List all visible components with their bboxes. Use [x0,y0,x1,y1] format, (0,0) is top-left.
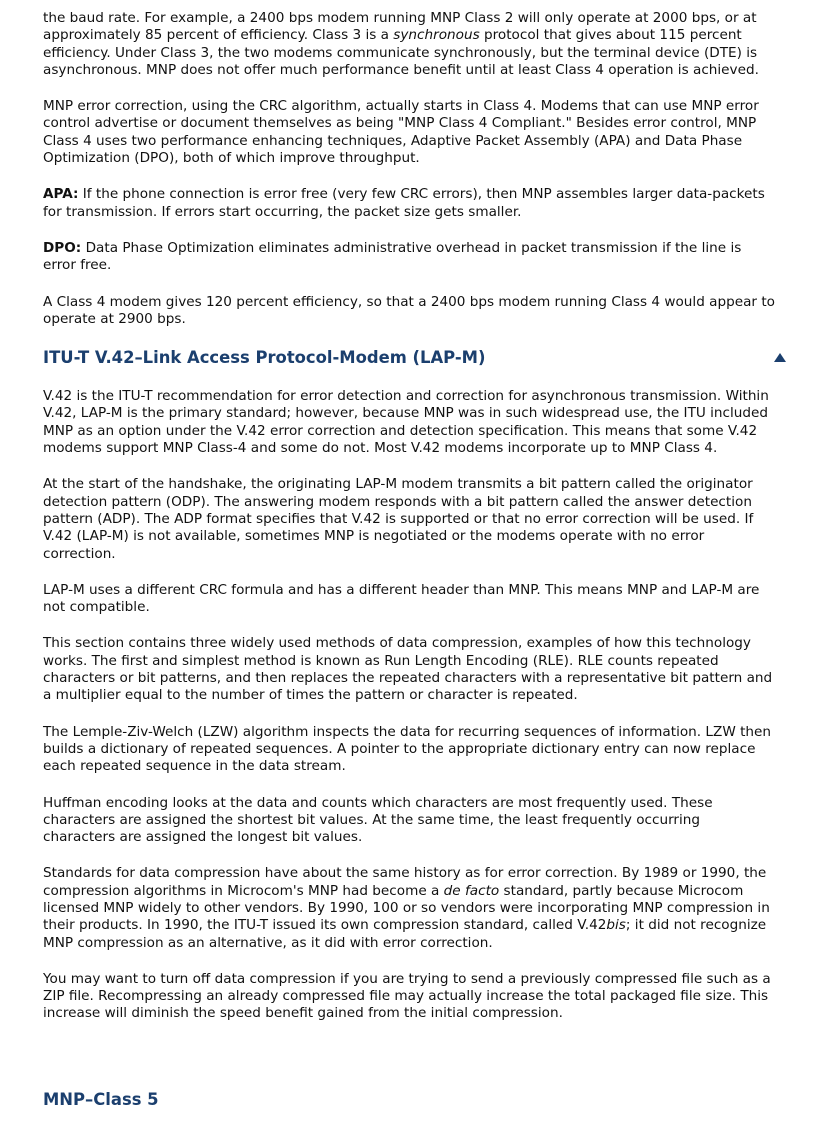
section-heading-mnp-class5 [43,1089,159,1109]
paragraph-lapm-crc: LAP-M uses a different CRC formula and has a different header than MNP. This means MNP and LAP-M are not compatible. [43,581,760,616]
paragraph-compression-history [43,865,775,951]
paragraph-text: standard, partly because Microcom licensed MNP widely to other vendors. By 1990, 100 or so vendors were incorporating MNP compression in their products. In 1990, the ITU-T issued its own compression standard, called V.42 [43,882,770,934]
paragraph-text: Standards for data compression have about the same history as for error correction. By 1989 or 1990, the compression algorithms in Microcom's MNP had become a [43,865,767,899]
emphasis-bis: bis [606,917,626,934]
apa-text: If the phone connection is error free (very few CRC errors), then MNP assembles larger data-packets for transmission. If errors start occurring, the packet size gets smaller. [43,186,765,220]
emphasis-de-facto: de facto [443,882,500,899]
paragraph-huffman: Huffman encoding looks at the data and counts which characters are most frequently used. These characters are assigned the shortest bit values. At the same time, the least frequently occurring characters are assigned the longest bit values. [43,794,713,846]
dpo-text: Data Phase Optimization eliminates administrative overhead in packet transmission if the line is error free. [43,239,742,274]
triangle-up-icon[interactable] [774,353,786,362]
heading-text: MNP–Class 5 [43,1090,159,1109]
section-heading-v42: ITU-T V.42–Link Access Protocol-Modem (LAP-M) [43,348,486,368]
paragraph-dpo [43,240,775,275]
paragraph-turn-off-compression: You may want to turn off data compression if you are trying to send a previously compressed file such as a ZIP file. Recompressing an already compressed file may actually increase the total packaged file size. This increase will diminish the speed benefit gained from the initial compression. [43,970,771,1022]
paragraph-v42-intro: V.42 is the ITU-T recommendation for error detection and correction for asynchronous transmission. Within V.42, LAP-M is the primary standard; however, because MNP was in such widespread use, the ITU included MNP as an option under the V.42 error correction and detection specification. This means that some V.42 modems support MNP Class-4 and some do not. Most V.42 modems incorporate up to MNP Class 4. [43,388,769,457]
paragraph-lzw: The Lemple-Ziv-Welch (LZW) algorithm inspects the data for recurring sequences of information. LZW then builds a dictionary of repeated sequences. A pointer to the appropriate dictionary entry can now replace each repeated sequence in the data stream. [43,723,772,775]
document-body [43,10,775,1042]
paragraph-text: protocol that gives about 115 percent efficiency. Under Class 3, the two modems communicate synchronously, but the terminal device (DTE) is asynchronous. MNP does not offer much performance benefit until at least Class 4 operation is achieved. [43,27,759,78]
apa-label: APA: [43,186,79,203]
section-heading-row [43,347,775,368]
emphasis-synchronous: synchronous [393,27,480,44]
paragraph-text: the baud rate. For example, a 2400 bps modem running MNP Class 2 will only operate at 2000 bps, or at approximately 85 percent of efficiency. Class 3 is a [43,10,757,44]
paragraph-mnp-class4: MNP error correction, using the CRC algorithm, actually starts in Class 4. Modems that can use MNP error control advertise or document themselves as being "MNP Class 4 Compliant." Besides error control, MNP Class 4 uses two performance enhancing techniques, Adaptive Packet Assembly (APA) and Data Phase Optimization (DPO), both of which improve throughput. [43,98,759,167]
dpo-label: DPO: [43,239,82,256]
paragraph-v42-handshake: At the start of the handshake, the originating LAP-M modem transmits a bit pattern called the originator detection pattern (ODP). The answering modem responds with a bit pattern called the answer detection pattern (ADP). The ADP format specifies that V.42 is supported or that no error correction will be used. If V.42 (LAP-M) is not available, sometimes MNP is negotiated or the modems operate with no error correction. [43,476,754,562]
paragraph-mnp-class3 [43,10,775,79]
paragraph-text: ; it did not recognize MNP compression as an alternative, as it did with error correction. [43,917,767,951]
paragraph-compression-methods: This section contains three widely used methods of data compression, examples of how this technology works. The first and simplest method is known as Run Length Encoding (RLE). RLE counts repeated characters or bit patterns, and then replaces the repeated characters with a representative bit pattern and a multiplier equal to the number of times the pattern or character is repeated. [43,635,773,704]
paragraph-class4-efficiency: A Class 4 modem gives 120 percent efficiency, so that a 2400 bps modem running Class 4 would appear to operate at 2900 bps. [43,293,775,327]
paragraph-apa [43,186,775,221]
